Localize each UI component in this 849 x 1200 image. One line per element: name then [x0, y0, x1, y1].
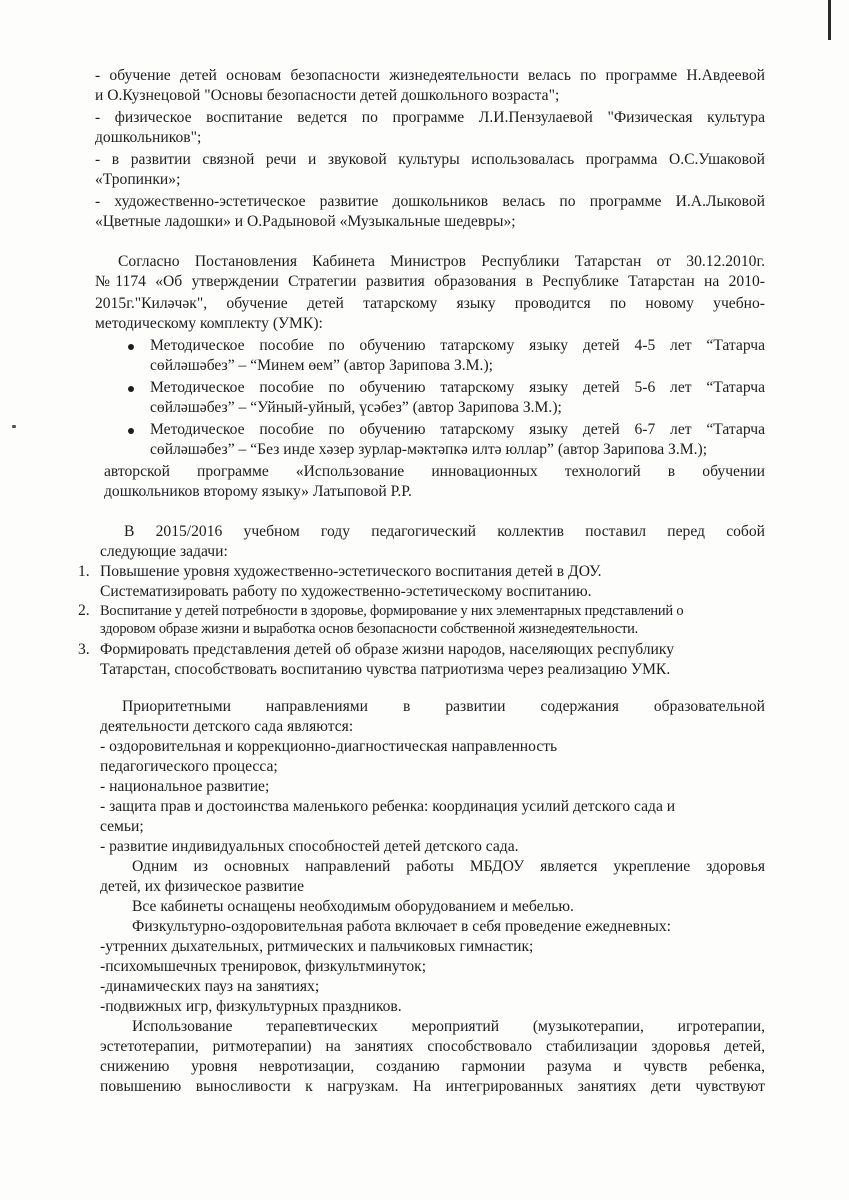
author-program-line: авторской программе «Использование инновационных технологий в обучении — [104, 463, 765, 480]
program-line: - физическое воспитание ведется по программе Л.И.Пензулаевой "Физическая культура — [95, 109, 765, 126]
priority-line: Приоритетными направлениями в развитии содержания образовательной — [122, 698, 765, 715]
priority-line: деятельности детского сада являются: — [100, 718, 354, 735]
therapy-line: эстетотерапии, ритмотерапии) на занятиях способствовало стабилизации здоровья детей, — [100, 1038, 765, 1055]
health-line: Все кабинеты оснащены необходимым оборудованием и мебелью. — [132, 898, 574, 915]
umk-bullet-line: сөйләшәбез” – “Минем өем” (автор Зарипова З.М.); — [150, 357, 493, 374]
health-line: -утренних дыхательных, ритмических и пальчиковых гимнастик; — [100, 938, 534, 955]
umk-bullet-line: Методическое пособие по обучению татарскому языку детей 6-7 лет “Татарча — [150, 421, 765, 438]
bullet-marker — [128, 386, 134, 392]
priority-line: - развитие индивидуальных способностей детей детского сада. — [100, 838, 519, 855]
program-line: и О.Кузнецовой "Основы безопасности детей дошкольного возраста"; — [95, 87, 560, 104]
task-number: 1. — [78, 563, 90, 580]
bullet-marker — [128, 428, 134, 434]
umk-bullet-line: Методическое пособие по обучению татарскому языку детей 5-6 лет “Татарча — [150, 379, 765, 396]
task-line: Воспитание у детей потребности в здоровье, формирование у них элементарных представлений о — [100, 603, 684, 619]
therapy-line: повышению выносливости к нагрузкам. На интегрированных занятиях дети чувствуют — [100, 1078, 765, 1095]
therapy-line: снижению уровня невротизации, созданию гармонии разума и чувств ребенка, — [100, 1058, 765, 1075]
program-line: дошкольников"; — [95, 129, 202, 146]
umk-bullet-line: Методическое пособие по обучению татарскому языку детей 4-5 лет “Татарча — [150, 337, 765, 354]
resolution-line: №1174 «Об утверждении Стратегии развития образования в Республике Татарстан на 2010- — [95, 273, 765, 290]
umk-bullet-line: сөйләшәбез” – “Без инде хәзер зурлар-мәктәпкә илтә юллар” (автор Зарипова З.М.); — [150, 441, 708, 458]
resolution-line: методическому комплекту (УМК): — [95, 315, 323, 332]
program-line: - обучение детей основам безопасности жизнедеятельности велась по программе Н.Авдеевой — [95, 67, 765, 84]
program-line: - художественно-эстетическое развитие дошкольников велась по программе И.А.Лыковой — [95, 193, 765, 210]
priority-line: - защита прав и достоинства маленького ребенка: координация усилий детского сада и — [100, 798, 676, 815]
scan-edge-mark — [828, 0, 831, 40]
task-line: Формировать представления детей об образе жизни народов, населяющих республику — [100, 641, 675, 658]
priority-line: - национальное развитие; — [100, 778, 270, 795]
task-line: здоровом образе жизни и выработка основ безопасности собственной жизнедеятельности. — [100, 621, 639, 637]
therapy-line: Использование терапевтических мероприятий (музыкотерапии, игротерапии, — [132, 1018, 765, 1035]
task-number: 3. — [78, 641, 90, 658]
health-line: -подвижных игр, физкультурных праздников. — [100, 998, 402, 1015]
priority-line: педагогического процесса; — [100, 758, 278, 775]
task-line: Систематизировать работу по художественно-эстетическому воспитанию. — [100, 583, 592, 600]
tasks-intro-line: В 2015/2016 учебном году педагогический коллектив поставил перед собой — [124, 523, 765, 540]
program-line: «Тропинки»; — [95, 171, 181, 188]
task-line: Татарстан, способствовать воспитанию чувства патриотизма через реализацию УМК. — [100, 661, 671, 678]
health-line: детей, их физическое развитие — [100, 878, 305, 895]
health-line: -динамических пауз на занятиях; — [100, 978, 320, 995]
program-line: - в развитии связной речи и звуковой культуры использовалась программа О.С.Ушаковой — [95, 151, 765, 168]
task-line: Повышение уровня художественно-эстетического воспитания детей в ДОУ. — [100, 563, 602, 580]
priority-line: семьи; — [100, 818, 144, 835]
health-line: -психомышечных тренировок, физкультминуток; — [100, 958, 427, 975]
author-program-line: дошкольников второму языку» Латыповой Р.Р. — [104, 483, 412, 500]
priority-line: - оздоровительная и коррекционно-диагностическая направленность — [100, 738, 558, 755]
task-number: 2. — [78, 602, 90, 619]
program-line: «Цветные ладошки» и О.Радыновой «Музыкальные шедевры»; — [95, 213, 516, 230]
resolution-line: Согласно Постановления Кабинета Министров Республики Татарстан от 30.12.2010г. — [118, 253, 765, 270]
umk-bullet-line: сөйләшәбез” – “Уйный-уйный, үсәбез” (автор Зарипова З.М.); — [150, 399, 562, 416]
health-line: Физкультурно-оздоровительная работа включает в себя проведение ежедневных: — [132, 918, 671, 935]
health-line: Одним из основных направлений работы МБДОУ является укрепление здоровья — [132, 858, 765, 875]
tasks-intro-line: следующие задачи: — [100, 543, 228, 560]
bullet-marker — [128, 344, 134, 350]
resolution-line: 2015г."Киләчәк", обучение детей татарскому языку проводится по новому учебно- — [95, 295, 765, 312]
scan-speck — [12, 425, 16, 428]
